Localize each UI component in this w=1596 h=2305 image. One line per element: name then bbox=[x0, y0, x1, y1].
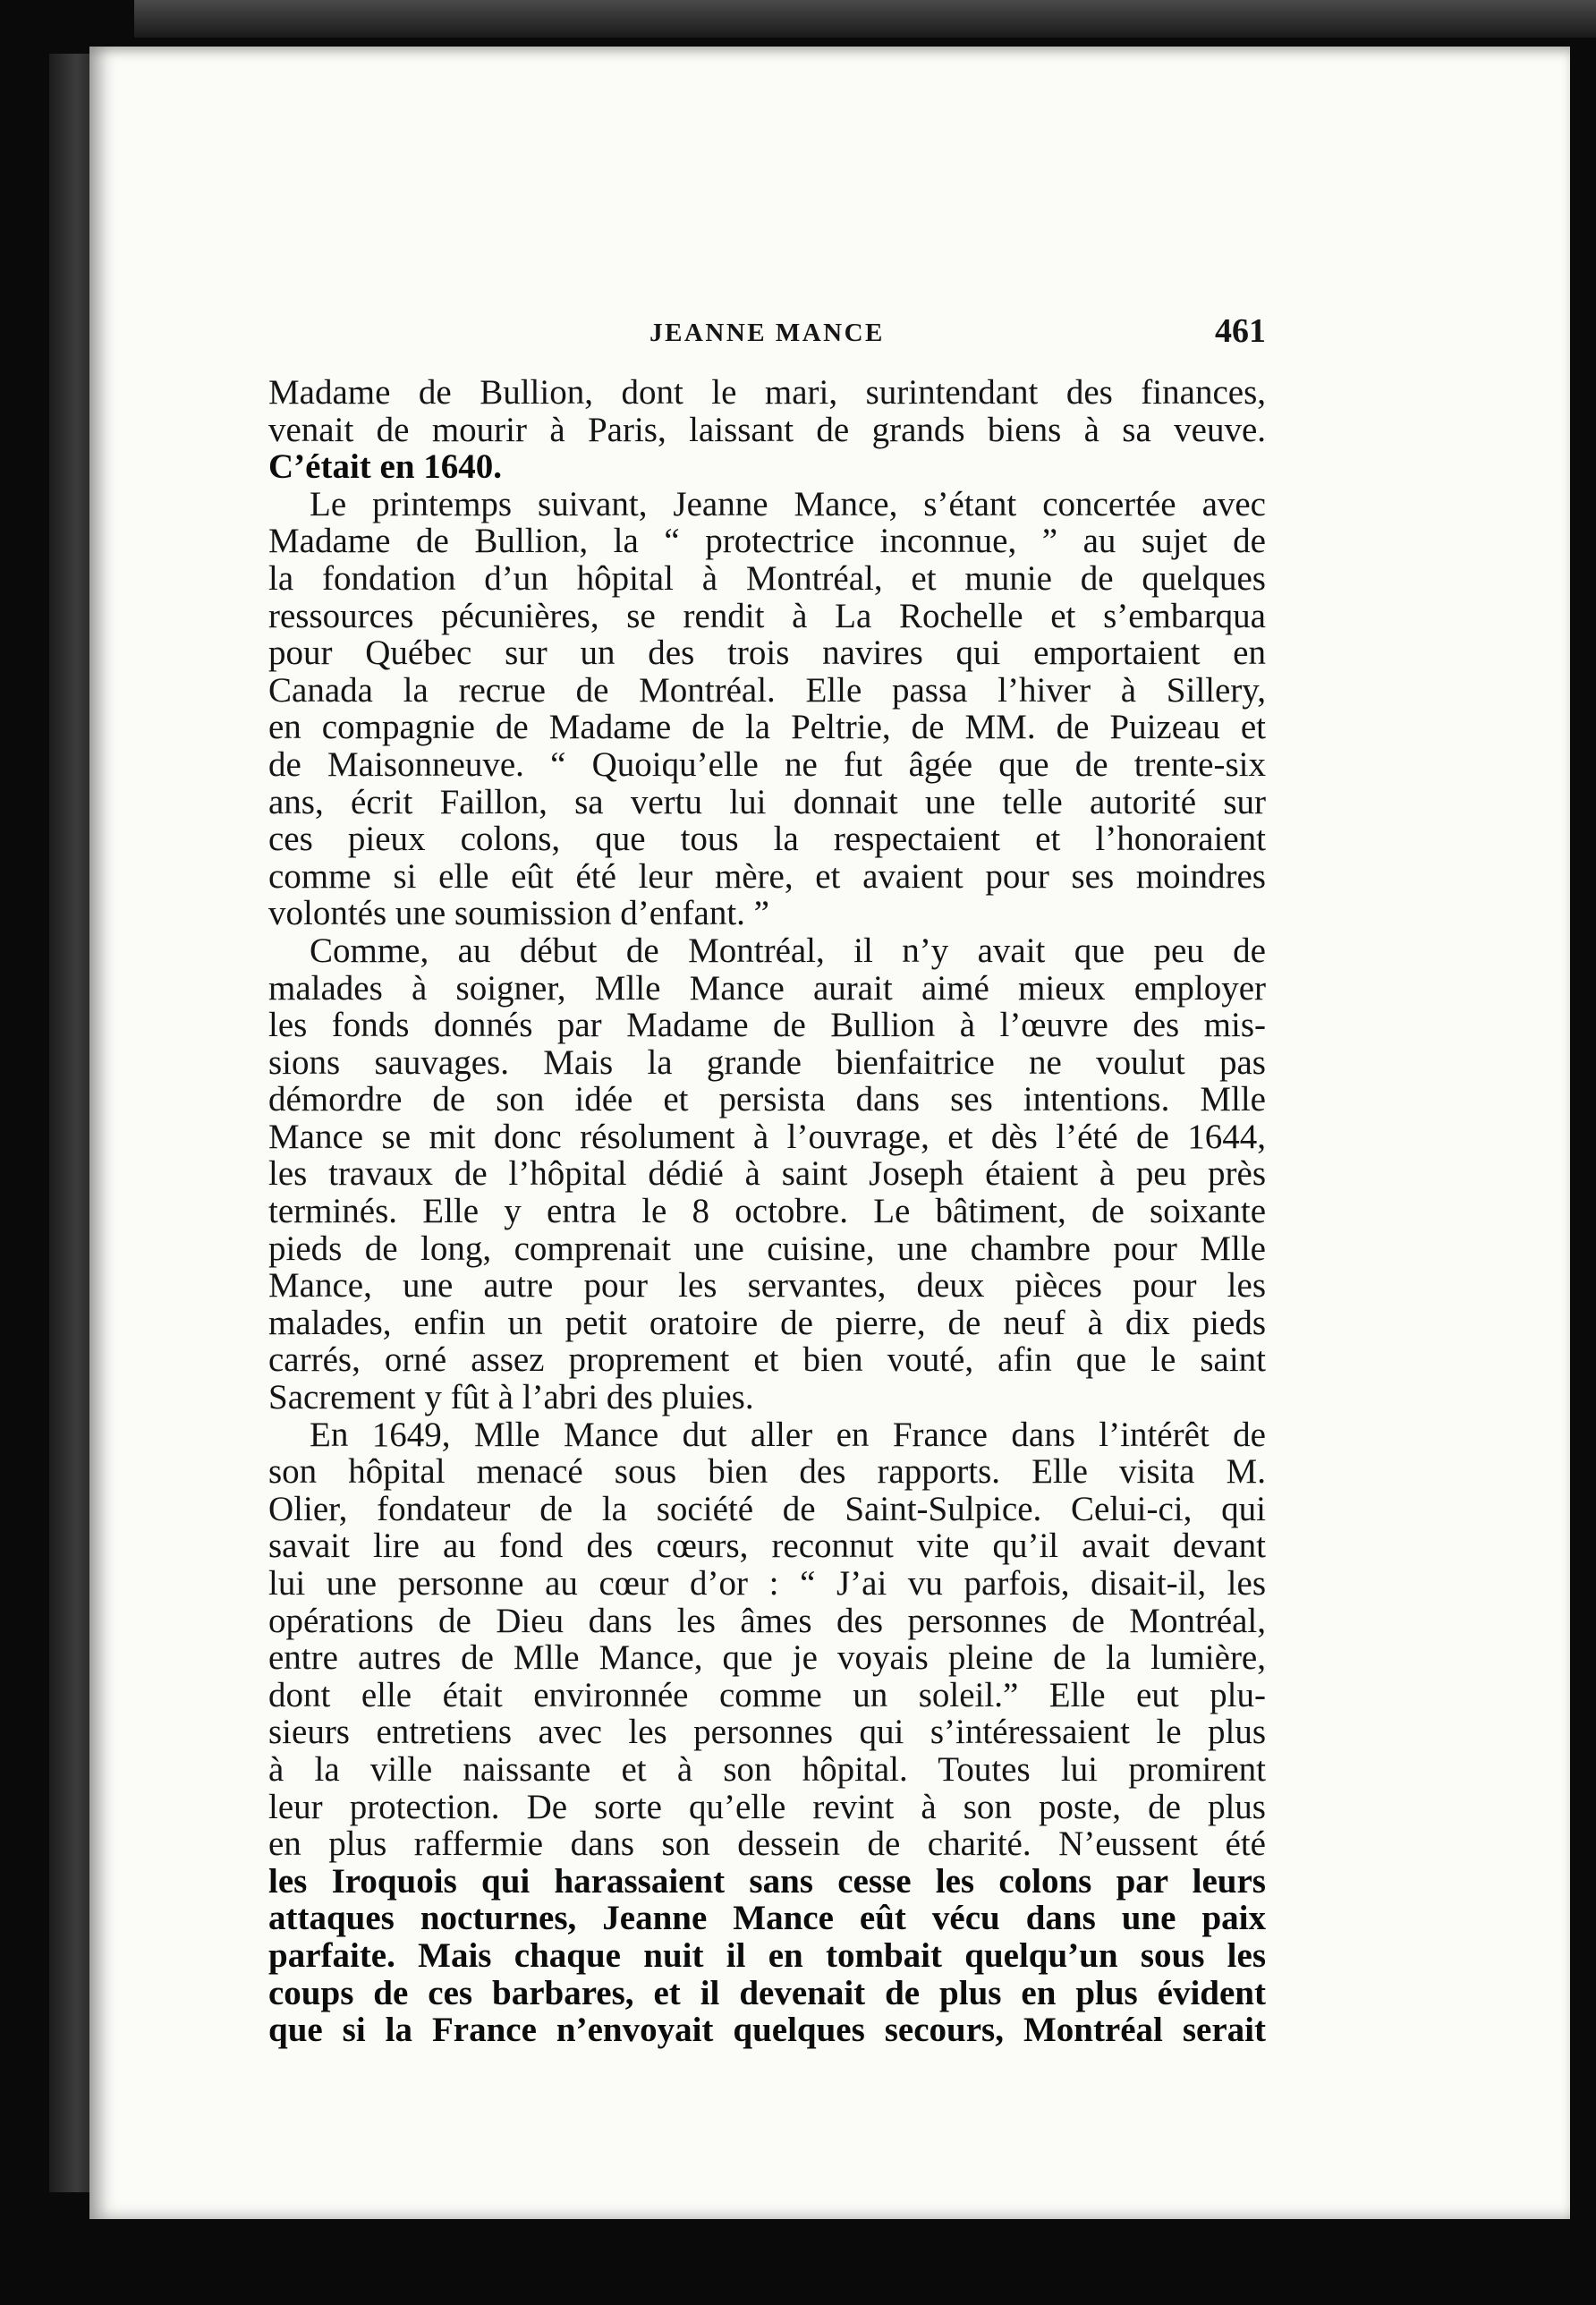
text-line: à la ville naissante et à son hôpital. Toutes lui promirent bbox=[268, 1749, 1266, 1789]
text-line: attaques nocturnes, Jeanne Mance eût vécu dans une paix bbox=[268, 1899, 1266, 1938]
text-line: leur protection. De sorte qu’elle revint à son poste, de plus bbox=[268, 1787, 1266, 1826]
text-line: dont elle était environnée comme un soleil.” Elle eut plu- bbox=[268, 1675, 1266, 1714]
text-line: lui une personne au cœur d’or : “ J’ai vu parfois, disait-il, les bbox=[268, 1564, 1266, 1603]
text-line: pieds de long, comprenait une cuisine, une chambre pour Mlle bbox=[268, 1229, 1266, 1268]
text-line: sions sauvages. Mais la grande bienfaitrice ne voulut pas bbox=[268, 1042, 1266, 1082]
text-line: En 1649, Mlle Mance dut aller en France dans l’intérêt de bbox=[310, 1415, 1266, 1454]
text-line: les travaux de l’hôpital dédié à saint Joseph étaient à peu près bbox=[268, 1154, 1266, 1194]
text-line: ans, écrit Faillon, sa vertu lui donnait une telle autorité sur bbox=[268, 782, 1266, 821]
text-line: Madame de Bullion, dont le mari, surintendant des finances, bbox=[268, 373, 1266, 412]
text-line: entre autres de Mlle Mance, que je voyais pleine de la lumière, bbox=[268, 1638, 1266, 1678]
text-line: pour Québec sur un des trois navires qui emportaient en bbox=[268, 634, 1266, 673]
text-line: parfaite. Mais chaque nuit il en tombait quelqu’un sous les bbox=[268, 1935, 1266, 1975]
page-number: 461 bbox=[1215, 312, 1266, 350]
text-line: terminés. Elle y entra le 8 octobre. Le bâtiment, de soixante bbox=[268, 1192, 1266, 1231]
text-line: les fonds donnés par Madame de Bullion à l’œuvre des mis- bbox=[268, 1006, 1266, 1045]
text-line: opérations de Dieu dans les âmes des personnes de Montréal, bbox=[268, 1601, 1266, 1640]
text-line: en compagnie de Madame de la Peltrie, de MM. de Puizeau et bbox=[268, 708, 1266, 747]
text-line: la fondation d’un hôpital à Montréal, et munie de quelques bbox=[268, 558, 1266, 598]
text-line: ressources pécunières, se rendit à La Rochelle et s’embarqua bbox=[268, 596, 1266, 635]
text-line: Sacrement y fût à l’abri des pluies. bbox=[268, 1378, 754, 1417]
text-line: carrés, orné assez proprement et bien vouté, afin que le saint bbox=[268, 1340, 1266, 1380]
text-line: malades à soigner, Mlle Mance aurait aimé mieux employer bbox=[268, 968, 1266, 1008]
text-line: volontés une soumission d’enfant. ” bbox=[268, 894, 769, 933]
text-line: Olier, fondateur de la société de Saint-Sulpice. Celui-ci, qui bbox=[268, 1489, 1266, 1528]
text-line: Mance se mit donc résolument à l’ouvrage, et dès l’été de 1644, bbox=[268, 1117, 1266, 1156]
text-line: démordre de son idée et persista dans ses intentions. Mlle bbox=[268, 1080, 1266, 1119]
text-line: les Iroquois qui harassaient sans cesse les colons par leurs bbox=[268, 1861, 1266, 1901]
text-line: malades, enfin un petit oratoire de pierre, de neuf à dix pieds bbox=[268, 1303, 1266, 1342]
text-line: savait lire au fond des cœurs, reconnut vite qu’il avait devant bbox=[268, 1527, 1266, 1566]
text-line: en plus raffermie dans son dessein de charité. N’eussent été bbox=[268, 1824, 1266, 1864]
top-scan-strip bbox=[134, 0, 1596, 38]
text-line: Comme, au début de Montréal, il n’y avait que peu de bbox=[310, 931, 1266, 970]
page-header bbox=[268, 311, 1266, 356]
text-line: ces pieux colons, que tous la respectaient et l’honoraient bbox=[268, 820, 1266, 859]
text-line: de Maisonneuve. “ Quoiqu’elle ne fut âgée que de trente-six bbox=[268, 744, 1266, 784]
text-line: comme si elle eût été leur mère, et avaient pour ses moindres bbox=[268, 856, 1266, 896]
text-line: coups de ces barbares, et il devenait de plus en plus évident bbox=[268, 1973, 1266, 2012]
text-line: Madame de Bullion, la “ protectrice inconnue, ” au sujet de bbox=[268, 522, 1266, 561]
text-line: venait de mourir à Paris, laissant de grands biens à sa veuve. bbox=[268, 410, 1266, 449]
text-line: sieurs entretiens avec les personnes qui s’intéressaient le plus bbox=[268, 1713, 1266, 1752]
text-line: Canada la recrue de Montréal. Elle passa l’hiver à Sillery, bbox=[268, 670, 1266, 710]
text-line: que si la France n’envoyait quelques secours, Montréal serait bbox=[268, 2011, 1266, 2050]
text-line: son hôpital menacé sous bien des rapports. Elle visita M. bbox=[268, 1452, 1266, 1492]
text-line: C’était en 1640. bbox=[268, 447, 503, 487]
text-line: Le printemps suivant, Jeanne Mance, s’étant concertée avec bbox=[310, 484, 1266, 523]
body-text bbox=[268, 374, 1266, 2049]
running-head: JEANNE MANCE bbox=[649, 319, 885, 347]
text-line: Mance, une autre pour les servantes, deux pièces pour les bbox=[268, 1266, 1266, 1306]
